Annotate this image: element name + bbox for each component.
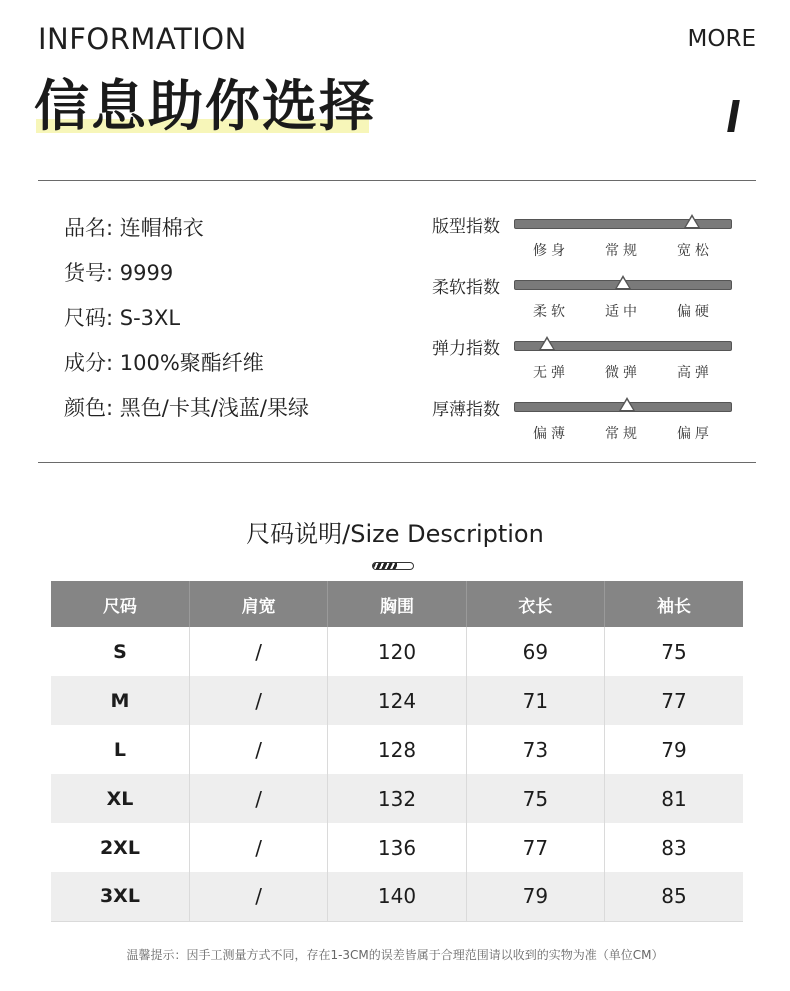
- column-header-sleeve: 袖长: [605, 581, 743, 627]
- table-cell: 128: [328, 725, 466, 774]
- table-cell: XL: [51, 774, 189, 823]
- table-cell: /: [189, 676, 327, 725]
- table-cell: 73: [466, 725, 604, 774]
- index-ticks: [514, 423, 732, 443]
- index-row-softness: [432, 273, 742, 334]
- table-cell: 79: [466, 872, 604, 921]
- table-cell: /: [189, 627, 327, 676]
- table-cell: 79: [605, 725, 743, 774]
- table-cell: 136: [328, 823, 466, 872]
- table-row: [51, 676, 743, 725]
- table-cell: 69: [466, 627, 604, 676]
- index-ticks: [514, 240, 732, 260]
- index-label: 柔软指数: [432, 278, 500, 298]
- table-cell: 132: [328, 774, 466, 823]
- index-tick: 偏厚: [676, 426, 713, 442]
- info-row-item-number: 货号: 9999: [64, 261, 174, 285]
- fit-indices: [432, 212, 742, 456]
- index-tick: 偏硬: [676, 304, 713, 320]
- index-marker-icon: [619, 397, 635, 411]
- index-tick: 常规: [605, 243, 641, 259]
- table-row: [51, 774, 743, 823]
- index-ticks: [514, 362, 732, 382]
- column-header-size: 尺码: [51, 581, 189, 627]
- table-cell: 140: [328, 872, 466, 921]
- index-bar: [514, 219, 732, 229]
- table-cell: 83: [605, 823, 743, 872]
- index-marker-icon: [684, 214, 700, 228]
- table-cell: 3XL: [51, 872, 189, 921]
- table-header-row: [51, 581, 743, 627]
- index-label: 版型指数: [432, 217, 500, 237]
- product-info-list: [64, 213, 309, 438]
- index-bar: [514, 402, 732, 412]
- index-tick: 无弹: [533, 365, 570, 381]
- divider-top: [38, 180, 756, 181]
- slash-decoration: [727, 100, 740, 132]
- more-link[interactable]: MORE: [687, 26, 756, 52]
- column-header-length: 衣长: [466, 581, 604, 627]
- progress-decoration-icon: [372, 562, 414, 570]
- table-cell: S: [51, 627, 189, 676]
- table-cell: 85: [605, 872, 743, 921]
- table-cell: 77: [466, 823, 604, 872]
- table-cell: 2XL: [51, 823, 189, 872]
- column-header-shoulder: 肩宽: [189, 581, 327, 627]
- table-cell: /: [189, 774, 327, 823]
- table-cell: /: [189, 823, 327, 872]
- index-label: 弹力指数: [432, 339, 500, 359]
- table-cell: 120: [328, 627, 466, 676]
- column-header-chest: 胸围: [328, 581, 466, 627]
- index-label: 厚薄指数: [432, 400, 500, 420]
- table-row: [51, 725, 743, 774]
- index-tick: 微弹: [605, 365, 641, 381]
- index-tick: 适中: [605, 304, 641, 320]
- table-cell: 77: [605, 676, 743, 725]
- table-cell: L: [51, 725, 189, 774]
- table-cell: 75: [605, 627, 743, 676]
- header-title-en: INFORMATION: [38, 22, 247, 56]
- index-ticks: [514, 301, 732, 321]
- table-row: [51, 627, 743, 676]
- table-cell: 81: [605, 774, 743, 823]
- index-tick: 修身: [533, 243, 570, 259]
- table-cell: 124: [328, 676, 466, 725]
- info-row-name: 品名: 连帽棉衣: [64, 216, 204, 240]
- index-row-elasticity: [432, 334, 742, 395]
- table-cell: 71: [466, 676, 604, 725]
- info-row-colors: 颜色: 黑色/卡其/浅蓝/果绿: [64, 396, 309, 420]
- index-bar: [514, 280, 732, 290]
- divider-bottom: [38, 462, 756, 463]
- table-row: [51, 823, 743, 872]
- index-marker-icon: [539, 336, 555, 350]
- index-row-thickness: [432, 395, 742, 456]
- info-row-material: 成分: 100%聚酯纤维: [64, 351, 264, 375]
- index-tick: 常规: [605, 426, 641, 442]
- index-tick: 偏薄: [533, 426, 570, 442]
- table-cell: M: [51, 676, 189, 725]
- table-cell: /: [189, 725, 327, 774]
- index-marker-icon: [615, 275, 631, 289]
- page-title: 信息助你选择: [34, 74, 377, 138]
- table-row: [51, 872, 743, 921]
- title-block: [34, 72, 376, 140]
- size-table: [51, 581, 743, 922]
- index-tick: 高弹: [676, 365, 713, 381]
- size-section-title: 尺码说明/Size Description: [246, 520, 544, 548]
- table-cell: /: [189, 872, 327, 921]
- index-tick: 宽松: [676, 243, 713, 259]
- index-row-fit: [432, 212, 742, 273]
- table-cell: 75: [466, 774, 604, 823]
- index-bar: [514, 341, 732, 351]
- index-tick: 柔软: [533, 304, 570, 320]
- info-row-size: 尺码: S-3XL: [64, 306, 181, 330]
- footnote: 温馨提示：因手工测量方式不同，存在1-3CM的误差皆属于合理范围请以收到的实物为准（单位CM）: [126, 948, 664, 962]
